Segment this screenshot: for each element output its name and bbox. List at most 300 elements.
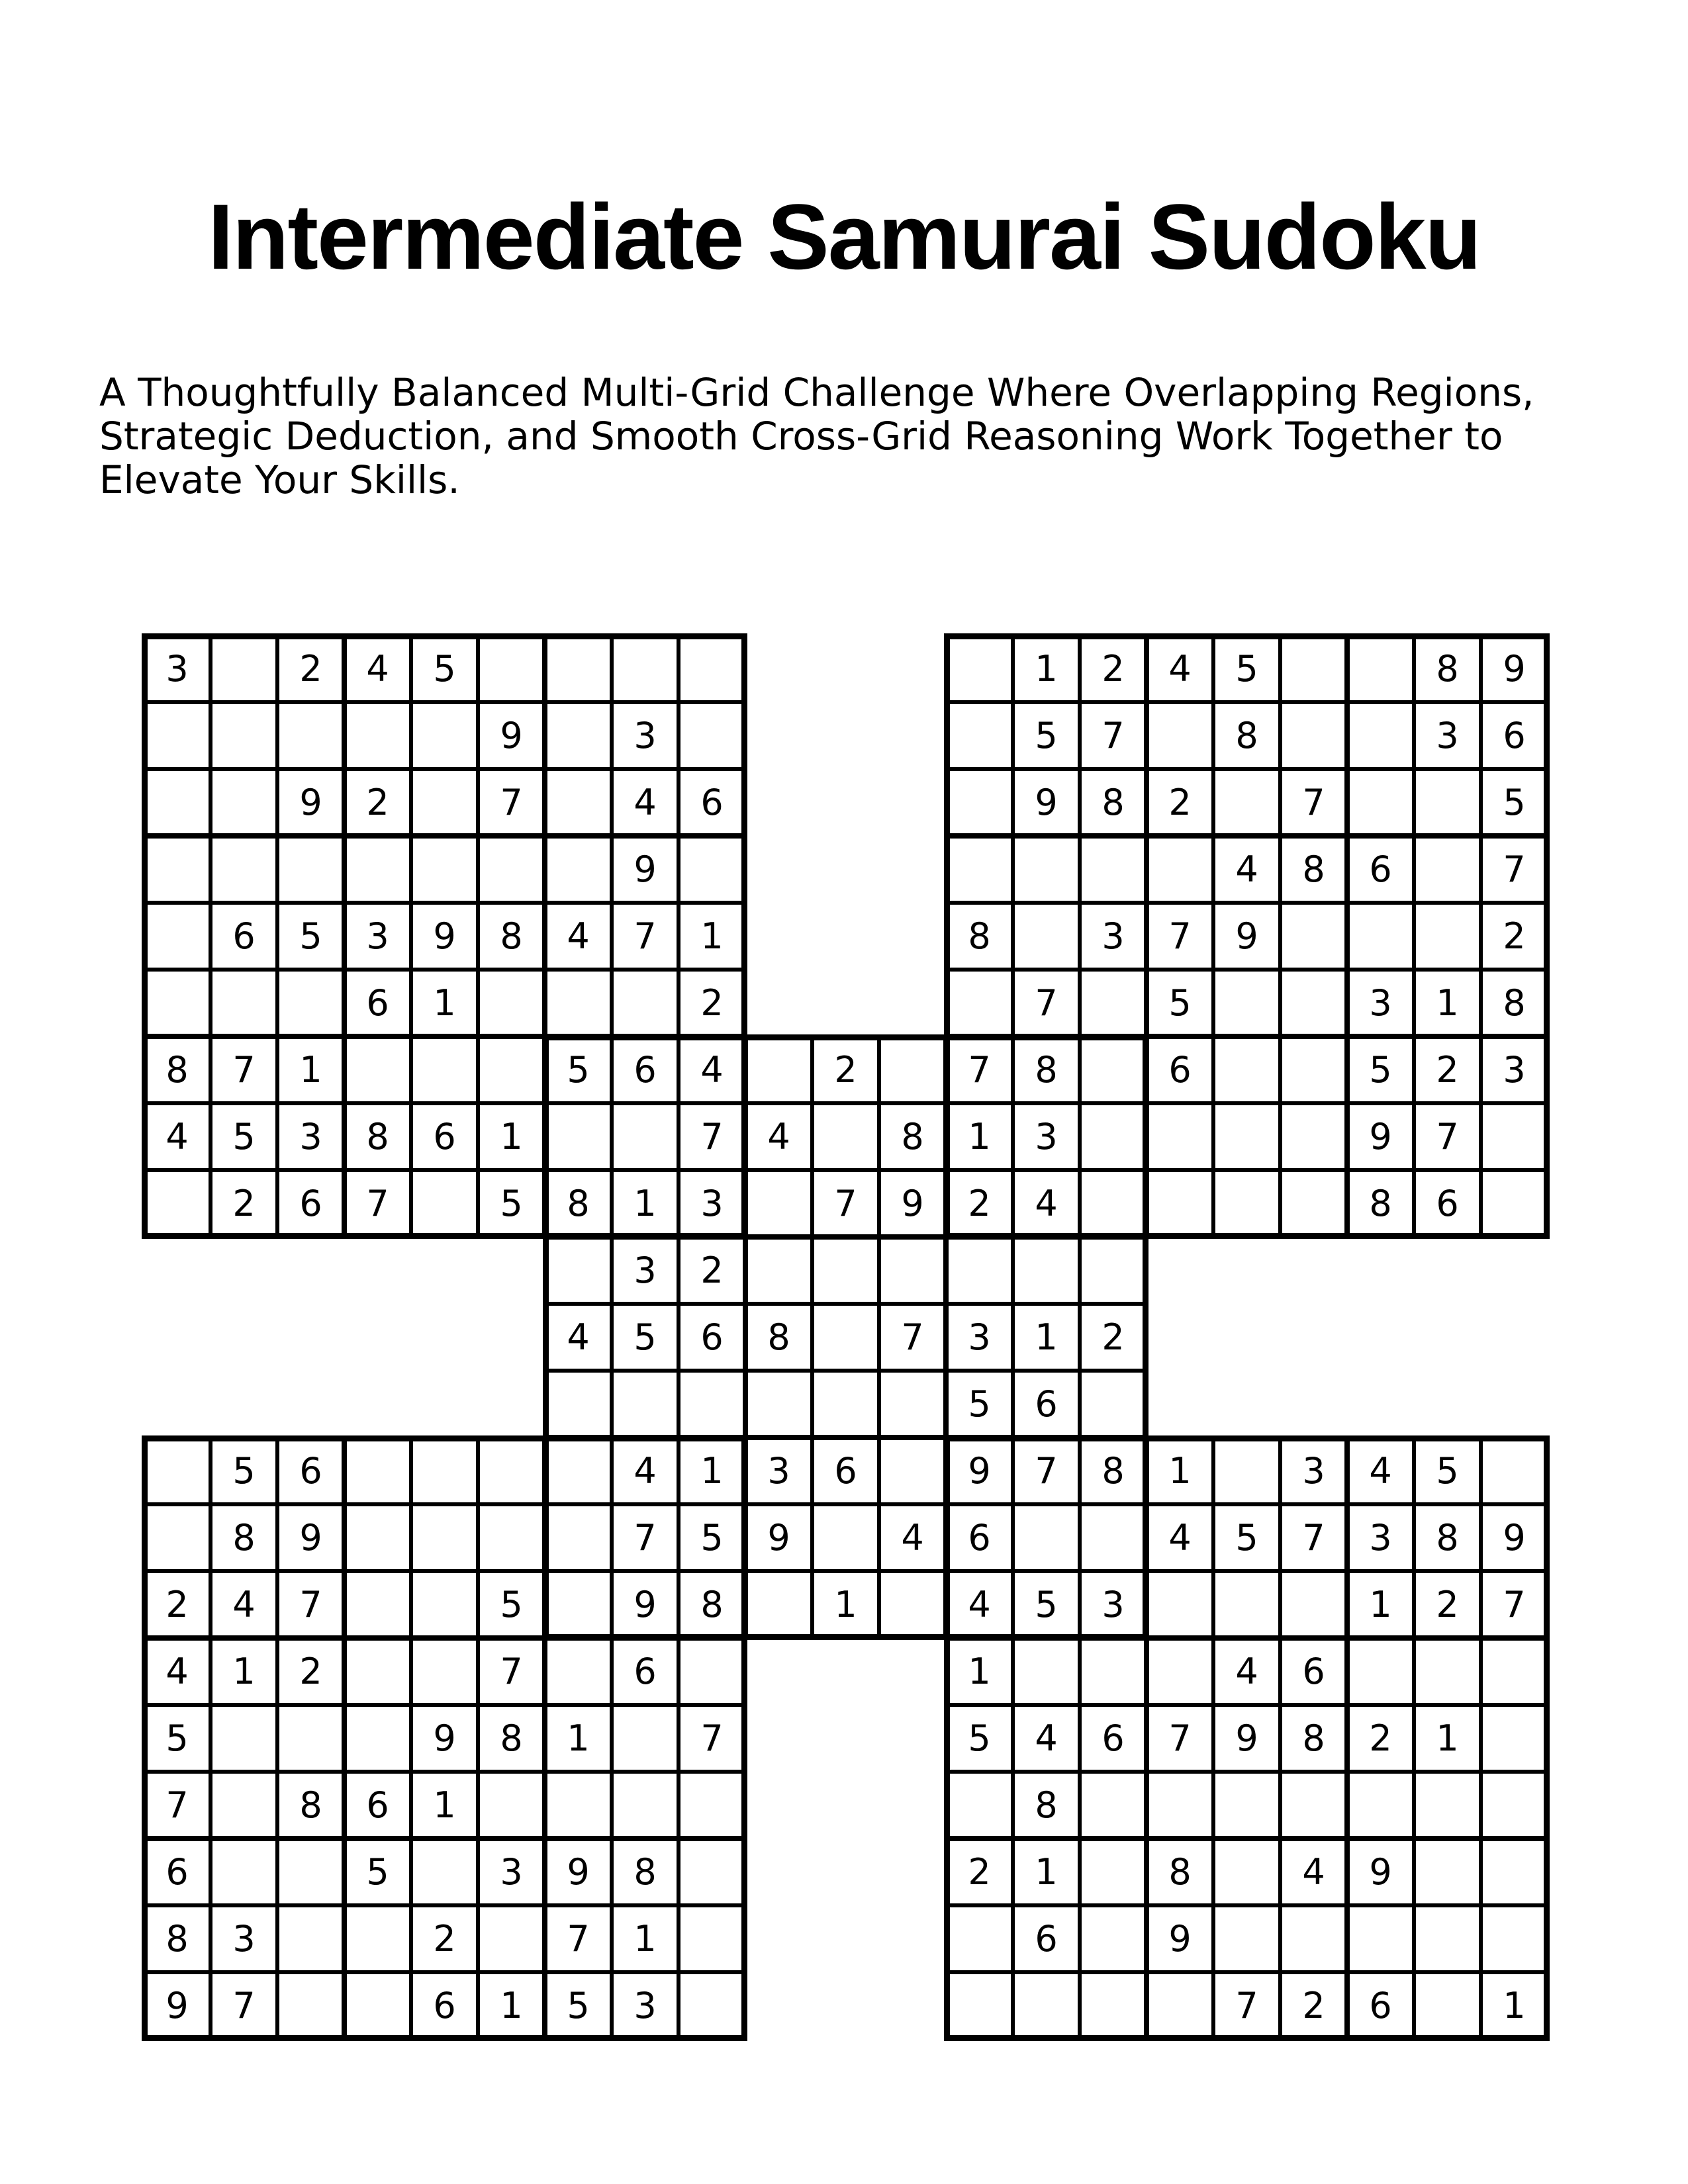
empty-cell[interactable] [1213,1772,1280,1839]
given-cell: 3 [1280,1437,1347,1504]
given-cell: 7 [1481,836,1548,903]
empty-cell[interactable] [1481,1705,1548,1772]
given-cell: 3 [1013,1103,1080,1170]
given-cell: 7 [1481,1571,1548,1638]
empty-cell[interactable] [277,1972,344,2039]
given-cell: 4 [1013,1705,1080,1772]
empty-cell[interactable] [745,1170,812,1237]
empty-cell[interactable] [277,1705,344,1772]
empty-cell[interactable] [1147,1772,1213,1839]
empty-cell[interactable] [612,635,679,702]
empty-cell[interactable] [144,1437,211,1504]
empty-cell[interactable] [411,1437,478,1504]
empty-cell[interactable] [1414,903,1481,970]
given-cell: 7 [612,1504,679,1571]
given-cell: 8 [1414,1504,1481,1571]
given-cell: 1 [211,1638,277,1705]
empty-cell[interactable] [1280,1170,1347,1237]
given-cell: 5 [1147,970,1213,1036]
given-cell: 4 [1347,1437,1414,1504]
given-cell: 9 [144,1972,211,2039]
given-cell: 1 [411,1772,478,1839]
empty-cell[interactable] [545,970,612,1036]
given-cell: 9 [612,1571,679,1638]
given-cell: 9 [1213,903,1280,970]
empty-cell[interactable] [211,769,277,836]
given-cell: 7 [612,903,679,970]
empty-cell[interactable] [1213,1103,1280,1170]
empty-cell[interactable] [1347,635,1414,702]
given-cell: 3 [679,1170,745,1237]
given-cell: 1 [411,970,478,1036]
given-cell: 9 [1213,1705,1280,1772]
empty-cell[interactable] [478,635,545,702]
given-cell: 5 [1013,1571,1080,1638]
empty-cell[interactable] [545,1772,612,1839]
empty-cell[interactable] [946,970,1013,1036]
given-cell: 8 [745,1304,812,1371]
empty-cell[interactable] [1414,1638,1481,1705]
empty-cell[interactable] [1080,1772,1147,1839]
empty-cell[interactable] [344,702,411,769]
given-cell: 1 [1481,1972,1548,2039]
given-cell: 1 [1013,635,1080,702]
given-cell: 6 [1013,1371,1080,1437]
empty-cell[interactable] [1481,1839,1548,1905]
given-cell: 9 [411,1705,478,1772]
given-cell: 5 [211,1103,277,1170]
given-cell: 6 [679,1304,745,1371]
empty-cell[interactable] [879,1371,946,1437]
empty-cell[interactable] [879,1571,946,1638]
empty-cell[interactable] [1213,1036,1280,1103]
empty-cell[interactable] [1280,702,1347,769]
given-cell: 1 [1013,1839,1080,1905]
empty-cell[interactable] [1414,1905,1481,1972]
empty-cell[interactable] [545,635,612,702]
empty-cell[interactable] [478,970,545,1036]
empty-cell[interactable] [478,1504,545,1571]
given-cell: 5 [545,1972,612,2039]
given-cell: 3 [478,1839,545,1905]
given-cell: 5 [411,635,478,702]
empty-cell[interactable] [946,1237,1013,1304]
given-cell: 4 [1147,635,1213,702]
empty-cell[interactable] [344,1571,411,1638]
given-cell: 3 [1080,903,1147,970]
empty-cell[interactable] [946,769,1013,836]
given-cell: 8 [1080,769,1147,836]
given-cell: 1 [478,1972,545,2039]
given-cell: 8 [612,1839,679,1905]
given-cell: 8 [1414,635,1481,702]
empty-cell[interactable] [144,1170,211,1237]
given-cell: 6 [277,1170,344,1237]
given-cell: 5 [679,1504,745,1571]
given-cell: 3 [1347,970,1414,1036]
empty-cell[interactable] [1080,1839,1147,1905]
empty-cell[interactable] [1213,970,1280,1036]
empty-cell[interactable] [1213,769,1280,836]
given-cell: 2 [946,1839,1013,1905]
given-cell: 7 [1147,903,1213,970]
empty-cell[interactable] [1080,1103,1147,1170]
given-cell: 8 [478,1705,545,1772]
given-cell: 7 [879,1304,946,1371]
empty-cell[interactable] [1013,836,1080,903]
empty-cell[interactable] [1013,903,1080,970]
empty-cell[interactable] [879,1437,946,1504]
empty-cell[interactable] [1147,1638,1213,1705]
given-cell: 2 [411,1905,478,1972]
empty-cell[interactable] [1347,702,1414,769]
given-cell: 4 [211,1571,277,1638]
empty-cell[interactable] [1080,1237,1147,1304]
empty-cell[interactable] [478,1437,545,1504]
empty-cell[interactable] [545,1371,612,1437]
empty-cell[interactable] [1280,1905,1347,1972]
empty-cell[interactable] [1347,1638,1414,1705]
given-cell: 2 [344,769,411,836]
empty-cell[interactable] [1080,970,1147,1036]
empty-cell[interactable] [1213,1571,1280,1638]
given-cell: 8 [1280,836,1347,903]
given-cell: 7 [144,1772,211,1839]
given-cell: 7 [1013,970,1080,1036]
given-cell: 7 [1280,769,1347,836]
empty-cell[interactable] [545,702,612,769]
given-cell: 6 [946,1504,1013,1571]
given-cell: 3 [1347,1504,1414,1571]
empty-cell[interactable] [1080,836,1147,903]
empty-cell[interactable] [946,836,1013,903]
empty-cell[interactable] [1147,1972,1213,2039]
empty-cell[interactable] [612,1772,679,1839]
empty-cell[interactable] [679,1638,745,1705]
empty-cell[interactable] [411,702,478,769]
empty-cell[interactable] [1280,635,1347,702]
empty-cell[interactable] [1280,1772,1347,1839]
empty-cell[interactable] [277,1839,344,1905]
empty-cell[interactable] [144,702,211,769]
given-cell: 3 [277,1103,344,1170]
empty-cell[interactable] [545,836,612,903]
empty-cell[interactable] [211,836,277,903]
empty-cell[interactable] [1080,1638,1147,1705]
empty-cell[interactable] [679,836,745,903]
empty-cell[interactable] [211,970,277,1036]
empty-cell[interactable] [879,1036,946,1103]
empty-cell[interactable] [411,1839,478,1905]
empty-cell[interactable] [1414,769,1481,836]
given-cell: 6 [1013,1905,1080,1972]
empty-cell[interactable] [545,769,612,836]
empty-cell[interactable] [1147,1103,1213,1170]
empty-cell[interactable] [679,1371,745,1437]
empty-cell[interactable] [411,1638,478,1705]
empty-cell[interactable] [411,1170,478,1237]
given-cell: 8 [545,1170,612,1237]
empty-cell[interactable] [1414,1972,1481,2039]
empty-cell[interactable] [1213,1170,1280,1237]
empty-cell[interactable] [344,1036,411,1103]
empty-cell[interactable] [1080,1972,1147,2039]
given-cell: 6 [344,970,411,1036]
empty-cell[interactable] [1213,1437,1280,1504]
empty-cell[interactable] [1481,1772,1548,1839]
empty-cell[interactable] [1347,1905,1414,1972]
empty-cell[interactable] [679,702,745,769]
empty-cell[interactable] [745,1036,812,1103]
empty-cell[interactable] [1013,1237,1080,1304]
empty-cell[interactable] [879,1237,946,1304]
given-cell: 8 [1013,1772,1080,1839]
given-cell: 7 [545,1905,612,1972]
empty-cell[interactable] [344,1905,411,1972]
empty-cell[interactable] [1280,903,1347,970]
given-cell: 2 [277,1638,344,1705]
empty-cell[interactable] [144,903,211,970]
given-cell: 7 [211,1036,277,1103]
empty-cell[interactable] [1481,1103,1548,1170]
empty-cell[interactable] [1147,1170,1213,1237]
given-cell: 5 [144,1705,211,1772]
empty-cell[interactable] [1080,1371,1147,1437]
given-cell: 1 [1147,1437,1213,1504]
empty-cell[interactable] [946,635,1013,702]
given-cell: 8 [1280,1705,1347,1772]
empty-cell[interactable] [612,1371,679,1437]
empty-cell[interactable] [545,1504,612,1571]
empty-cell[interactable] [411,1036,478,1103]
empty-cell[interactable] [812,1237,879,1304]
empty-cell[interactable] [344,1705,411,1772]
empty-cell[interactable] [679,1772,745,1839]
empty-cell[interactable] [344,1504,411,1571]
empty-cell[interactable] [144,769,211,836]
empty-cell[interactable] [211,702,277,769]
given-cell: 2 [1414,1036,1481,1103]
empty-cell[interactable] [144,836,211,903]
empty-cell[interactable] [1213,1905,1280,1972]
empty-cell[interactable] [545,1638,612,1705]
empty-cell[interactable] [1414,1839,1481,1905]
given-cell: 5 [946,1371,1013,1437]
given-cell: 8 [679,1571,745,1638]
given-cell: 7 [679,1103,745,1170]
empty-cell[interactable] [1147,1571,1213,1638]
given-cell: 2 [812,1036,879,1103]
given-cell: 1 [812,1571,879,1638]
given-cell: 1 [612,1905,679,1972]
given-cell: 1 [1013,1304,1080,1371]
given-cell: 3 [144,635,211,702]
given-cell: 6 [411,1103,478,1170]
given-cell: 3 [745,1437,812,1504]
empty-cell[interactable] [545,1571,612,1638]
empty-cell[interactable] [545,1437,612,1504]
given-cell: 4 [344,635,411,702]
empty-cell[interactable] [144,1504,211,1571]
empty-cell[interactable] [1481,1638,1548,1705]
empty-cell[interactable] [411,1504,478,1571]
given-cell: 8 [277,1772,344,1839]
given-cell: 8 [344,1103,411,1170]
empty-cell[interactable] [344,1972,411,2039]
given-cell: 4 [679,1036,745,1103]
empty-cell[interactable] [1080,1504,1147,1571]
empty-cell[interactable] [1414,1772,1481,1839]
empty-cell[interactable] [679,635,745,702]
empty-cell[interactable] [812,1304,879,1371]
given-cell: 7 [1280,1504,1347,1571]
given-cell: 4 [144,1103,211,1170]
given-cell: 8 [879,1103,946,1170]
empty-cell[interactable] [946,1772,1013,1839]
empty-cell[interactable] [1080,1170,1147,1237]
empty-cell[interactable] [411,1571,478,1638]
empty-cell[interactable] [1147,836,1213,903]
given-cell: 5 [1347,1036,1414,1103]
empty-cell[interactable] [478,1905,545,1972]
given-cell: 7 [1414,1103,1481,1170]
given-cell: 1 [277,1036,344,1103]
given-cell: 3 [344,903,411,970]
empty-cell[interactable] [812,1504,879,1571]
given-cell: 9 [1347,1839,1414,1905]
empty-cell[interactable] [211,1839,277,1905]
given-cell: 3 [612,1237,679,1304]
empty-cell[interactable] [1013,1972,1080,2039]
empty-cell[interactable] [277,836,344,903]
empty-cell[interactable] [679,1972,745,2039]
empty-cell[interactable] [1347,1772,1414,1839]
given-cell: 5 [946,1705,1013,1772]
empty-cell[interactable] [1213,1839,1280,1905]
empty-cell[interactable] [1080,1036,1147,1103]
empty-cell[interactable] [1080,1905,1147,1972]
given-cell: 5 [211,1437,277,1504]
given-cell: 5 [1013,702,1080,769]
given-cell: 6 [1347,836,1414,903]
empty-cell[interactable] [1147,702,1213,769]
empty-cell[interactable] [211,635,277,702]
given-cell: 2 [1147,769,1213,836]
given-cell: 4 [612,1437,679,1504]
empty-cell[interactable] [478,836,545,903]
empty-cell[interactable] [745,1237,812,1304]
empty-cell[interactable] [344,1638,411,1705]
given-cell: 6 [211,903,277,970]
empty-cell[interactable] [1414,836,1481,903]
empty-cell[interactable] [1013,1638,1080,1705]
empty-cell[interactable] [277,1905,344,1972]
empty-cell[interactable] [144,970,211,1036]
given-cell: 7 [478,1638,545,1705]
given-cell: 6 [277,1437,344,1504]
empty-cell[interactable] [612,970,679,1036]
given-cell: 6 [612,1638,679,1705]
given-cell: 8 [1080,1437,1147,1504]
empty-cell[interactable] [812,1103,879,1170]
empty-cell[interactable] [211,1772,277,1839]
given-cell: 7 [812,1170,879,1237]
given-cell: 7 [211,1972,277,2039]
given-cell: 2 [679,970,745,1036]
given-cell: 9 [411,903,478,970]
given-cell: 6 [1347,1972,1414,2039]
empty-cell[interactable] [1481,1437,1548,1504]
given-cell: 8 [1013,1036,1080,1103]
given-cell: 2 [1414,1571,1481,1638]
empty-cell[interactable] [344,1437,411,1504]
empty-cell[interactable] [745,1571,812,1638]
empty-cell[interactable] [1347,769,1414,836]
empty-cell[interactable] [411,836,478,903]
given-cell: 7 [1213,1972,1280,2039]
given-cell: 4 [144,1638,211,1705]
empty-cell[interactable] [1280,1103,1347,1170]
empty-cell[interactable] [1013,1504,1080,1571]
empty-cell[interactable] [545,1103,612,1170]
empty-cell[interactable] [812,1371,879,1437]
empty-cell[interactable] [1280,970,1347,1036]
given-cell: 1 [1347,1571,1414,1638]
given-cell: 8 [1347,1170,1414,1237]
given-cell: 4 [879,1504,946,1571]
empty-cell[interactable] [545,1237,612,1304]
empty-cell[interactable] [745,1371,812,1437]
empty-cell[interactable] [478,1772,545,1839]
empty-cell[interactable] [1481,1905,1548,1972]
given-cell: 4 [1213,836,1280,903]
given-cell: 9 [879,1170,946,1237]
given-cell: 9 [1013,769,1080,836]
empty-cell[interactable] [946,1905,1013,1972]
empty-cell[interactable] [211,1705,277,1772]
given-cell: 1 [1414,1705,1481,1772]
empty-cell[interactable] [679,1839,745,1905]
given-cell: 1 [1414,970,1481,1036]
given-cell: 8 [946,903,1013,970]
empty-cell[interactable] [612,1103,679,1170]
given-cell: 9 [1481,635,1548,702]
empty-cell[interactable] [1347,903,1414,970]
empty-cell[interactable] [1280,1036,1347,1103]
given-cell: 4 [612,769,679,836]
given-cell: 5 [344,1839,411,1905]
empty-cell[interactable] [612,1705,679,1772]
given-cell: 1 [679,903,745,970]
empty-cell[interactable] [946,1972,1013,2039]
given-cell: 9 [1147,1905,1213,1972]
given-cell: 4 [545,1304,612,1371]
empty-cell[interactable] [679,1905,745,1972]
empty-cell[interactable] [946,702,1013,769]
page-subtitle: A Thoughtfully Balanced Multi-Grid Challenge Where Overlapping Regions, Strategic Deduction, and Smooth Cross-Grid Reasoning Work Together to Elevate Your Skills. [99,370,1534,502]
given-cell: 6 [612,1036,679,1103]
empty-cell[interactable] [344,836,411,903]
empty-cell[interactable] [478,1036,545,1103]
given-cell: 2 [211,1170,277,1237]
given-cell: 9 [745,1504,812,1571]
empty-cell[interactable] [1481,1170,1548,1237]
empty-cell[interactable] [277,970,344,1036]
empty-cell[interactable] [411,769,478,836]
empty-cell[interactable] [277,702,344,769]
empty-cell[interactable] [1280,1571,1347,1638]
given-cell: 9 [612,836,679,903]
